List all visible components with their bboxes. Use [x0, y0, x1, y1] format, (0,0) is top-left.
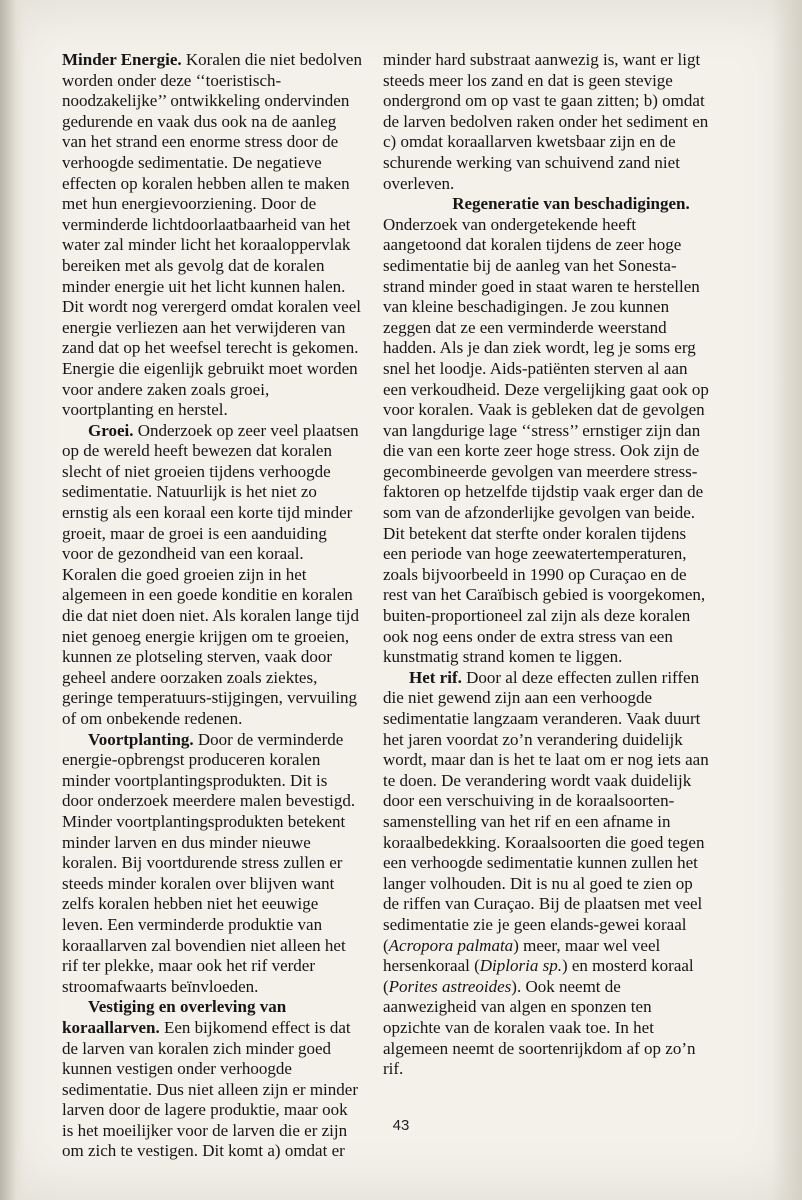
- heading-het-rif: Het rif.: [409, 667, 462, 687]
- heading-vestiging: Vestiging en overleving van koraallarven.: [62, 997, 287, 1037]
- species-porites: Porites astreoides: [388, 976, 512, 996]
- paragraph-minder-energie: Minder Energie. Koralen die niet bedolven worden onder deze ‘‘toeristisch-noodzakelijke’’ ontwikkeling ondervinden gedurende en vaak dus ook na de aanleg van het strand een enorme stress door de verhoogde sedimentatie. De negatieve effecten op koralen hebben allen te maken met hun energievoorziening. Door de verminderde lichtdoorlaatbaarheid van het water zal minder licht het koraaloppervlak bereiken met als gevolg dat de koralen minder energie uit het licht kunnen halen. Dit wordt nog verergerd omdat koralen veel energie verliezen aan het verwijderen van zand dat op het weefsel terecht is gekomen. Energie die eigenlijk gebruikt moet worden voor andere zaken zoals groei, voortplanting en herstel.: [62, 50, 362, 420]
- paragraph-vestiging-continued: minder hard substraat aanwezig is, want er ligt steeds meer los zand en dat is geen stevige ondergrond om op vast te gaan zitten; b) omdat de larven bedolven raken onder het sediment en c) omdat koraallarven kwetsbaar zijn en de schurende werking van schuivend zand niet overleven.: [383, 50, 709, 193]
- right-column: [383, 50, 711, 1080]
- page-edge: [772, 0, 802, 1200]
- left-column: [62, 50, 362, 1162]
- heading-minder-energie: Minder Energie.: [62, 50, 182, 69]
- paragraph-regeneratie: Onderzoek van ondergetekende heeft aangetoond dat koralen tijdens de zeer hoge sedimentatie bij de aanleg van het Sonesta-strand minder goed in staat waren te herstellen van kleine beschadigingen. Je zou kunnen zeggen dat ze een verminderde weerstand hadden. Als je dan ziek wordt, leg je soms erg snel het loodje. Aids-patiënten sterven al aan een verkoudheid. Deze vergelijking gaat ook op voor koralen. Vaak is gebleken dat de gevolgen van langdurige lage ‘‘stress’’ ernstiger zijn dan die van een korte zeer hoge stress. Ook zijn de gecombineerde gevolgen van meerdere stress-faktoren op hetzelfde tijdstip vaak erger dan de som van de afzonderlijke gevolgen van beide. Dit betekent dat sterfte onder koralen tijdens een periode van hoge zeewatertemperaturen, zoals bijvoorbeeld in 1990 op Curaçao en de rest van het Caraïbisch gebied is voorgekomen, buiten-proportioneel zal zijn als deze koralen ook nog eens onder de extra stress van een kunstmatig strand komen te liggen.: [383, 214, 709, 667]
- species-diploria: Diploria sp.: [479, 956, 562, 976]
- paragraph-vestiging: Vestiging en overleving van koraallarven. Een bijkomend effect is dat de larven van koralen zich minder goed kunnen vestigen onder verhoogde sedimentatie. Dus niet alleen zijn er minder larven door de lagere produktie, maar ook is het moeilijker voor de larven die er zijn om zich te vestigen. Dit komt a) omdat er: [62, 997, 358, 1161]
- page-binding-shadow: [0, 0, 24, 1200]
- page-number: 43: [392, 1117, 410, 1134]
- paragraph-voortplanting: Voortplanting. Door de verminderde energie-opbrengst produceren koralen minder voortplantingsprodukten. Dit is door onderzoek meerdere malen bevestigd. Minder voortplantingsprodukten betekent minder larven en dus minder nieuwe koralen. Bij voortdurende stress zullen er steeds minder koralen over blijven want zelfs koralen hebben niet het eeuwige leven. Een verminderde produktie van koraallarven zal bovendien niet alleen het rif ter plekke, maar ook het rif verder stroomafwaarts beïnvloeden.: [62, 729, 356, 996]
- paragraph-het-rif: Het rif. Door al deze effecten zullen riffen die niet gewend zijn aan een verhoogde sedimentatie langzaam veranderen. Vaak duurt het jaren voordat zo’n verandering duidelijk wordt, maar dan is het te laat om er nog iets aan te doen. De verandering wordt vaak duidelijk door een verschuiving in de koraalsoorten-samenstelling van het rif en een afname in koraalbedekking. Koraalsoorten die goed tegen een verhoogde sedimentatie kunnen zullen het langer volhouden. Dit is nu al goed te zien op de riffen van Curaçao. Bij de plaatsen met veel sedimentatie zie je geen elands-gewei koraal (Acropora palmata) meer, maar wel veel hersenkoraal (Diploria sp.) en mosterd koraal (Porites astreoides). Ook neemt de aanwezigheid van algen en sponzen ten opzichte van de koralen vaak toe. In het algemeen neemt de soortenrijkdom af op zo’n rif.: [383, 667, 709, 1079]
- paragraph-groei: Groei. Onderzoek op zeer veel plaatsen op de wereld heeft bewezen dat koralen slecht of niet groeien tijdens verhoogde sedimentatie. Natuurlijk is het niet zo ernstig als een koraal een korte tijd minder groeit, maar de groei is een aanduiding voor de gezondheid van een koraal. Koralen die goed groeien zijn in het algemeen in een goede konditie en koralen die dat niet doen niet. Als koralen lange tijd niet genoeg energie krijgen om te groeien, kunnen ze plotseling sterven, vaak door geheel andere oorzaken zoals ziektes, geringe temperatuurs-stijgingen, vervuiling of om onbekende redenen.: [62, 420, 359, 728]
- heading-voortplanting: Voortplanting.: [88, 729, 194, 749]
- heading-groei: Groei.: [88, 420, 134, 440]
- species-acropora: Acropora palmata: [388, 935, 514, 955]
- heading-regeneratie: Regeneratie van beschadigingen.: [452, 194, 690, 214]
